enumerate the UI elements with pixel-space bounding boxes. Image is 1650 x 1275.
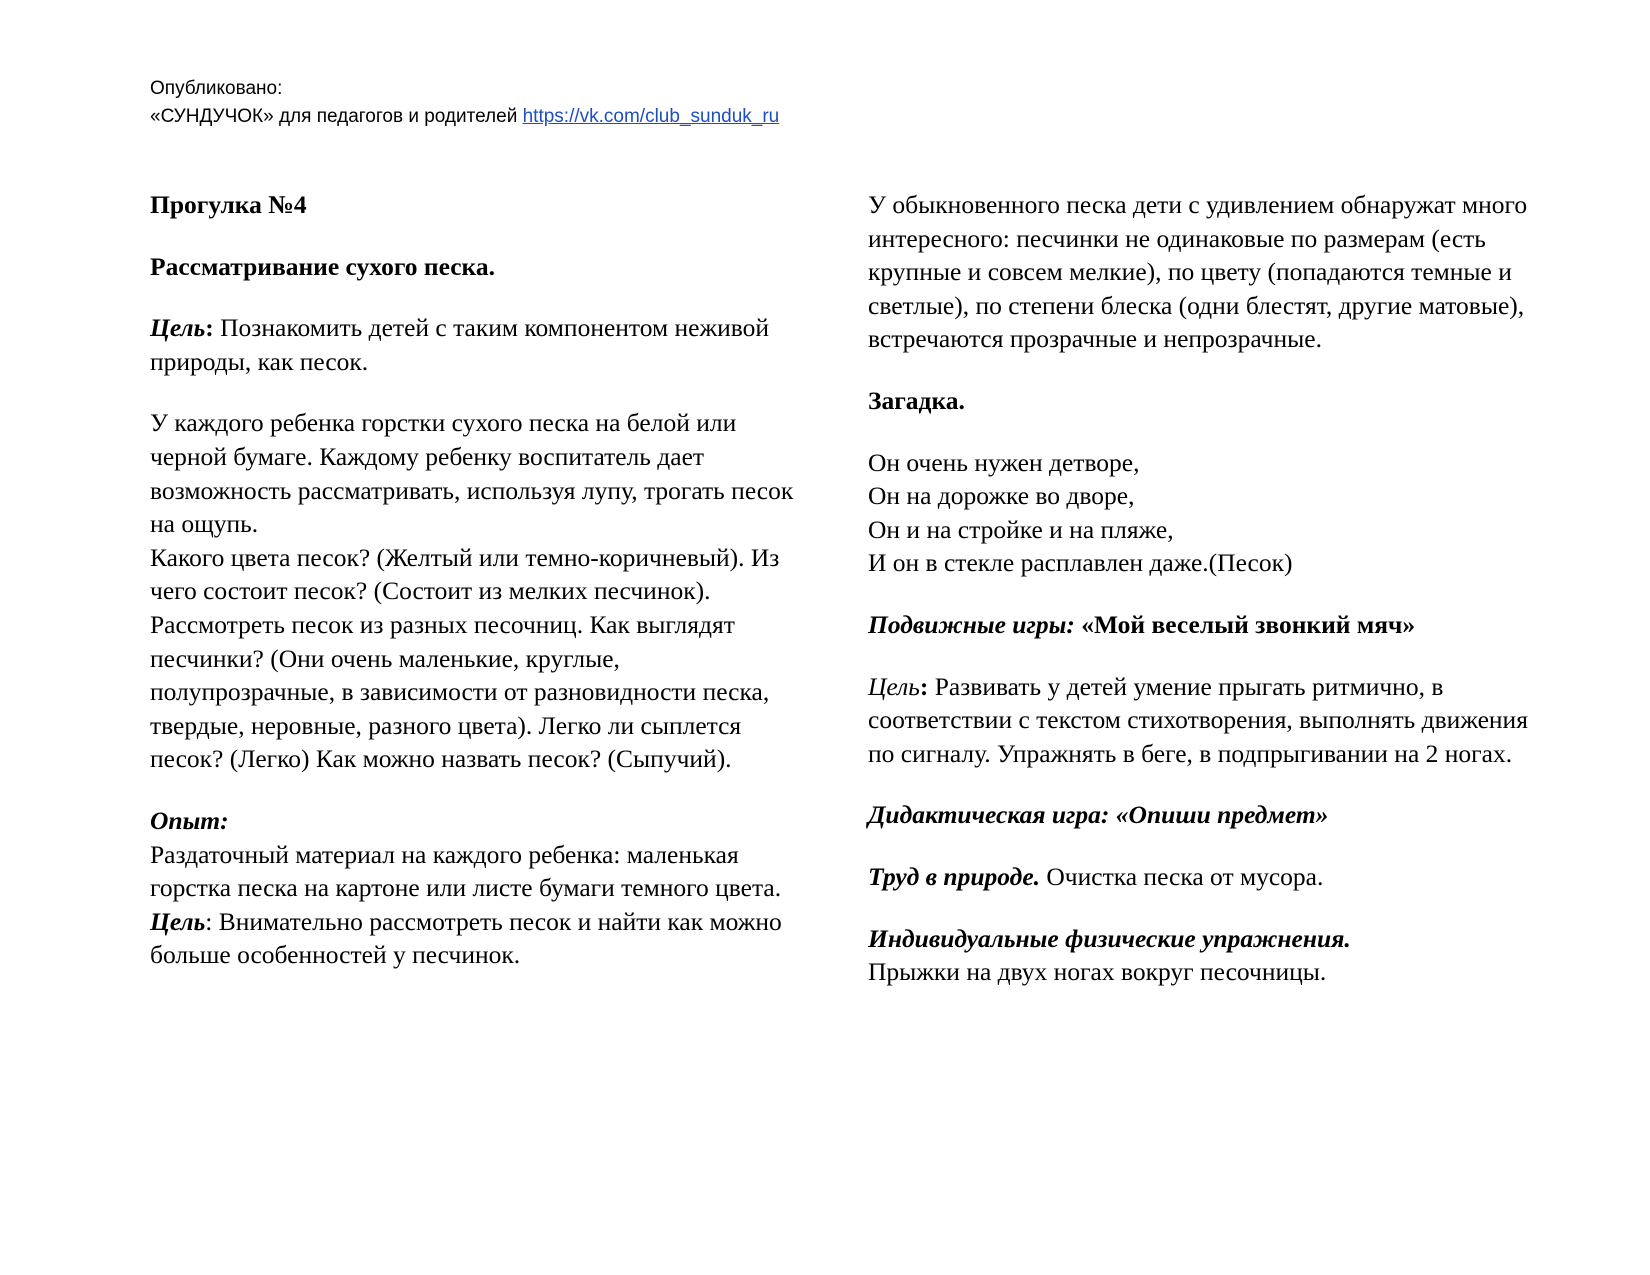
experiment-goal-label: Цель bbox=[150, 906, 206, 936]
experiment-goal-text: : Внимательно рассмотреть песок и найти как можно больше особенностей у песчинок. bbox=[150, 906, 782, 970]
riddle-line: Он на дорожке во дворе, bbox=[868, 481, 1135, 511]
sand-description: У обыкновенного песка дети с удивлением обнаружат много интересного: песчинки не одинаковые по размерам (есть крупные и совсем мелкие), по цвету (попадаются темные и светлые), по степени блеска (одни блестят, другие матовые), встречаются прозрачные и непрозрачные. bbox=[868, 190, 1528, 354]
goal-paragraph bbox=[150, 311, 800, 378]
goal-colon: : bbox=[205, 313, 214, 343]
experiment-label: Опыт: bbox=[150, 805, 229, 835]
riddle-label: Загадка. bbox=[868, 385, 965, 415]
goal-label: Цель bbox=[150, 313, 206, 343]
experiment-goal bbox=[150, 905, 800, 972]
games-goal bbox=[868, 670, 1528, 771]
outdoor-games bbox=[868, 608, 1528, 642]
games-goal-colon: : bbox=[919, 671, 929, 701]
walk-subtitle: Рассматривание сухого песка. bbox=[150, 251, 495, 281]
experiment-materials: Раздаточный материал на каждого ребенка: маленькая горстка песка на картоне или листе бумаги темного цвета. bbox=[150, 839, 782, 903]
outdoor-games-label: Подвижные игры: bbox=[868, 609, 1075, 639]
exercise-label: Индивидуальные физические упражнения. bbox=[868, 923, 1351, 953]
source-prefix: «СУНДУЧОК» для педагогов и родителей bbox=[150, 106, 523, 127]
goal-text: Познакомить детей с таким компонентом неживой природы, как песок. bbox=[150, 313, 770, 376]
outdoor-games-title: «Мой веселый звонкий мяч» bbox=[1074, 609, 1416, 639]
games-goal-text: Развивать у детей умение прыгать ритмично, в соответствии с текстом стихотворения, выполнять движения по сигналу. Упражнять в беге, в подпрыгивании на 2 ногах. bbox=[868, 671, 1528, 768]
questions-paragraph: Какого цвета песок? (Желтый или темно-коричневый). Из чего состоит песок? (Состоит из мелких песчинок). Рассмотреть песок из разных песочниц. Как выглядят песчинки? (Они очень маленькие, круглые, полупрозрачные, в зависимости от разновидности песка, твердые, неровные, разного цвета). Легко ли сыплется песок? (Легко) Как можно назвать песок? (Сыпучий). bbox=[150, 542, 780, 774]
labor-in-nature bbox=[868, 860, 1528, 894]
labor-text: Очистка песка от мусора. bbox=[1040, 861, 1324, 891]
publication-header bbox=[150, 75, 779, 131]
right-column bbox=[868, 188, 1528, 989]
published-label: Опубликовано: bbox=[150, 78, 283, 99]
games-goal-label: Цель bbox=[868, 671, 920, 701]
labor-label: Труд в природе. bbox=[868, 861, 1041, 891]
source-link[interactable]: https://vk.com/club_sunduk_ru bbox=[522, 106, 780, 127]
source-line bbox=[150, 103, 779, 131]
riddle-line: Он и на стройке и на пляже, bbox=[868, 514, 1174, 544]
observation-paragraph: У каждого ребенка горстки сухого песка на белой или черной бумаге. Каждому ребенку воспитатель дает возможность рассматривать, используя лупу, трогать песок на ощупь. bbox=[150, 408, 794, 539]
left-column bbox=[150, 188, 800, 972]
exercise-text: Прыжки на двух ногах вокруг песочницы. bbox=[868, 957, 1327, 987]
walk-title: Прогулка №4 bbox=[150, 190, 307, 219]
riddle-line: Он очень нужен детворе, bbox=[868, 447, 1140, 477]
didactic-game: Дидактическая игра: «Опиши предмет» bbox=[868, 800, 1329, 830]
riddle-line: И он в стекле расплавлен даже.(Песок) bbox=[868, 548, 1293, 578]
